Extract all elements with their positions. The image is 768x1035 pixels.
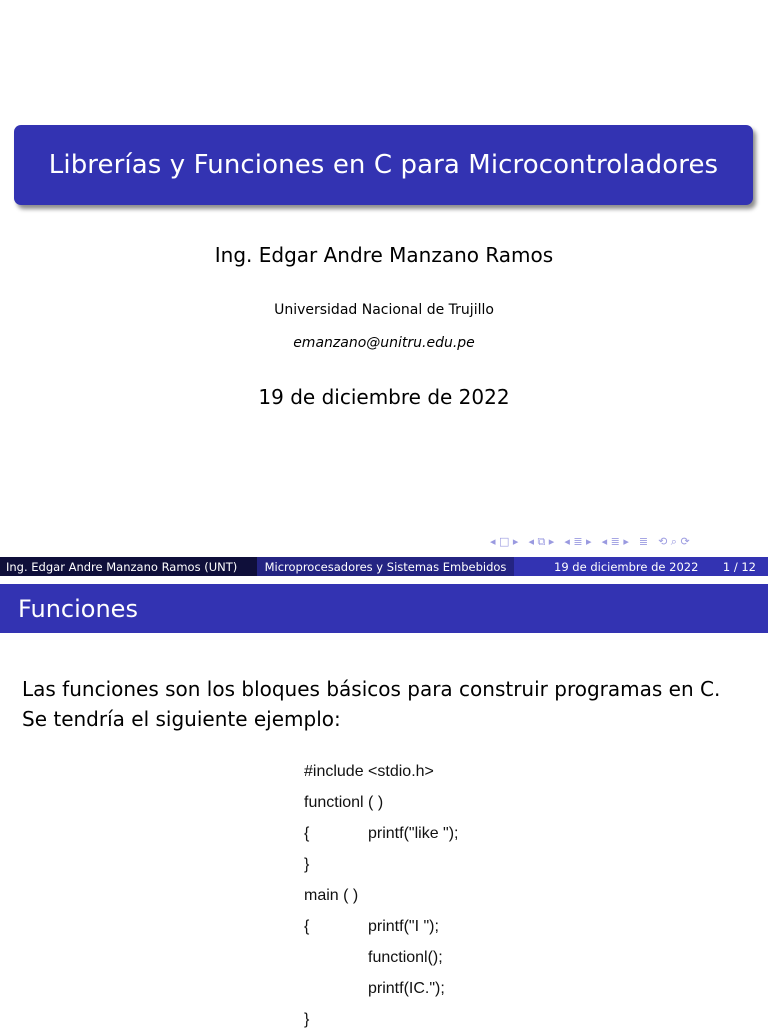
- code-right: printf("I ");: [368, 918, 439, 935]
- institution: Universidad Nacional de Trujillo: [274, 302, 494, 318]
- code-left: }: [304, 1011, 310, 1028]
- nav-frame-icon[interactable]: ◂ □ ▸: [490, 535, 519, 548]
- code-line: [304, 911, 439, 942]
- nav-subsection-icon[interactable]: ◂ ⧉ ▸: [528, 535, 555, 548]
- code-left: {: [304, 918, 310, 935]
- code-example: [304, 756, 459, 1035]
- footer-author: Ing. Edgar Andre Manzano Ramos (UNT): [0, 557, 257, 576]
- code-line: [304, 787, 434, 818]
- code-left: {: [304, 825, 310, 842]
- code-left: }: [304, 856, 310, 873]
- code-left: main ( ): [304, 887, 359, 904]
- footer-info: [514, 557, 768, 576]
- nav-document-icon[interactable]: ◂ ≣ ▸: [601, 535, 629, 548]
- presentation-title: Librerías y Funciones en C para Microcontroladores: [48, 150, 719, 180]
- slide-footer: [0, 557, 768, 576]
- frame-title: Funciones: [0, 584, 768, 633]
- code-left: functionl ( ): [304, 794, 384, 811]
- code-line: [304, 942, 443, 973]
- footer-course: Microprocesadores y Sistemas Embebidos: [257, 557, 514, 576]
- code-left: #include <stdio.h>: [304, 763, 434, 780]
- code-right: printf("like ");: [368, 825, 459, 842]
- code-right: printf(IC.");: [368, 980, 445, 997]
- author-email: emanzano@unitru.edu.pe: [293, 335, 475, 351]
- nav-search-icon[interactable]: ⟲ ⌕ ⟳: [658, 535, 690, 548]
- presentation-date: 19 de diciembre de 2022: [258, 385, 510, 409]
- code-line: [304, 1004, 434, 1035]
- code-line: [304, 973, 445, 1004]
- footer-page-number: 1 / 12: [722, 559, 756, 574]
- title-block: [14, 125, 753, 205]
- code-line: [304, 818, 459, 849]
- code-line: [304, 756, 434, 787]
- body-paragraph: Las funciones son los bloques básicos para construir programas en C. Se tendría el siguiente ejemplo:: [22, 677, 721, 731]
- footer-date: 19 de diciembre de 2022: [554, 559, 699, 574]
- nav-section-icon[interactable]: ◂ ≣ ▸: [564, 535, 592, 548]
- author-name: Ing. Edgar Andre Manzano Ramos: [214, 243, 554, 267]
- content-slide: [0, 576, 768, 1028]
- nav-toc-icon[interactable]: ≣: [638, 535, 649, 548]
- code-line: [304, 849, 434, 880]
- code-line: [304, 880, 434, 911]
- code-right: functionl();: [368, 949, 443, 966]
- beamer-navigation: [490, 535, 690, 555]
